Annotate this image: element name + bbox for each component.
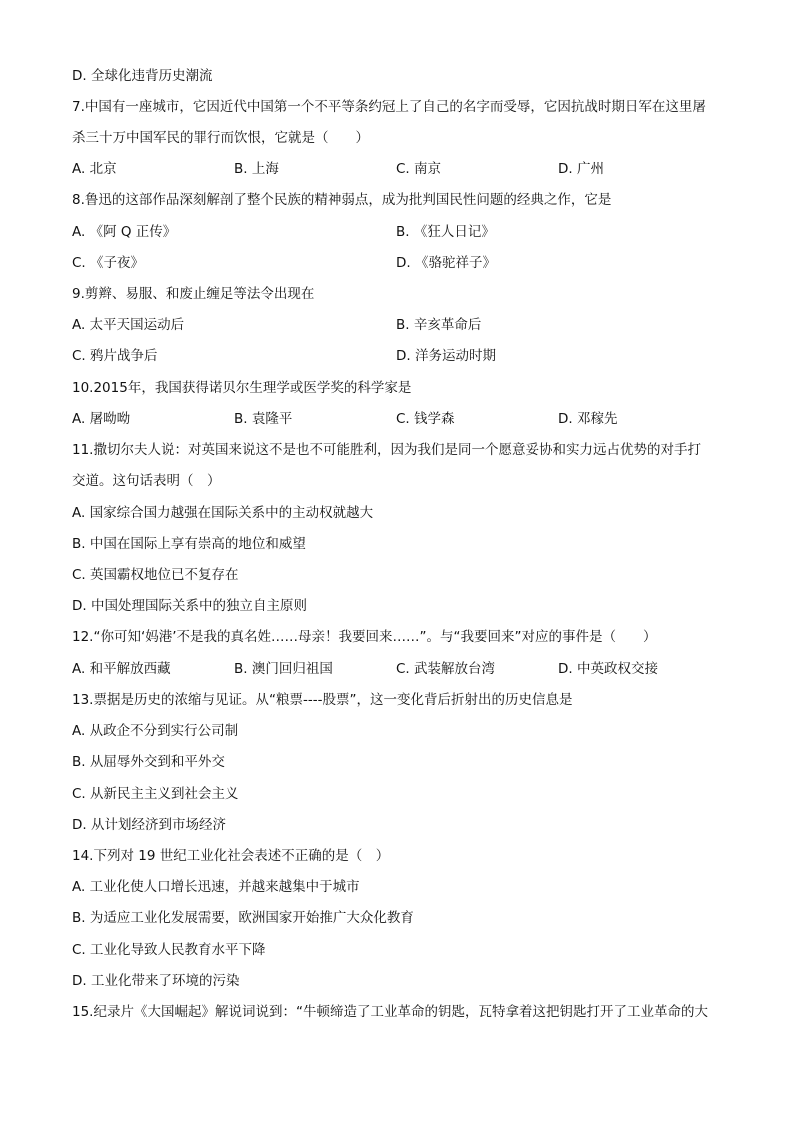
q9-option-b: B. 辛亥革命后	[396, 317, 482, 333]
q9-option-c: C. 鸦片战争后	[72, 348, 158, 364]
q13-option-a: A. 从政企不分到实行公司制	[72, 723, 239, 739]
q9-stem: 9.剪辫、易服、和废止缠足等法令出现在	[72, 286, 315, 302]
q11-option-c: C. 英国霸权地位已不复存在	[72, 567, 239, 583]
q14-option-b: B. 为适应工业化发展需要，欧洲国家开始推广大众化教育	[72, 910, 414, 926]
q13-option-c: C. 从新民主主义到社会主义	[72, 786, 239, 802]
q8-option-d: D. 《骆驼祥子》	[396, 255, 496, 271]
q7-option-d: D. 广州	[558, 161, 604, 177]
q12-option-c: C. 武装解放台湾	[396, 661, 496, 677]
q7-option-b: B. 上海	[234, 161, 279, 177]
q7-stem-line1: 7.中国有一座城市，它因近代中国第一个不平等条约冠上了自己的名字而受辱，它因抗战时期日军在这里屠	[72, 99, 706, 115]
q14-stem: 14.下列对 19 世纪工业化社会表述不正确的是（ ）	[72, 848, 390, 864]
q8-option-c: C. 《子夜》	[72, 255, 145, 271]
q11-option-a: A. 国家综合国力越强在国际关系中的主动权就越大	[72, 505, 374, 521]
q15-stem: 15.纪录片《大国崛起》解说词说到：“牛顿缔造了工业革命的钥匙，瓦特拿着这把钥匙打开了工业革命的大	[72, 1004, 708, 1020]
q10-option-b: B. 袁隆平	[234, 411, 293, 427]
q11-stem-line2: 交道。这句话表明（ ）	[72, 473, 221, 489]
q10-option-c: C. 钱学森	[396, 411, 455, 427]
q8-stem: 8.鲁迅的这部作品深刻解剖了整个民族的精神弱点，成为批判国民性问题的经典之作，它是	[72, 192, 612, 208]
q7-stem-line2: 杀三十万中国军民的罪行而饮恨，它就是（ ）	[72, 130, 369, 146]
q11-stem-line1: 11.撒切尔夫人说：对英国来说这不是也不可能胜利，因为我们是同一个愿意妥协和实力远占优势的对手打	[72, 442, 701, 458]
q14-option-d: D. 工业化带来了环境的污染	[72, 973, 240, 989]
q10-stem: 10.2015年，我国获得诺贝尔生理学或医学奖的科学家是	[72, 380, 412, 396]
q14-option-a: A. 工业化使人口增长迅速，并越来越集中于城市	[72, 879, 360, 895]
q13-option-d: D. 从计划经济到市场经济	[72, 817, 226, 833]
q14-option-c: C. 工业化导致人民教育水平下降	[72, 942, 266, 958]
q12-option-b: B. 澳门回归祖国	[234, 661, 333, 677]
q9-option-d: D. 洋务运动时期	[396, 348, 496, 364]
q6-option-d: D. 全球化违背历史潮流	[72, 68, 213, 84]
q8-option-a: A. 《阿 Q 正传》	[72, 224, 177, 240]
q11-option-b: B. 中国在国际上享有崇高的地位和威望	[72, 536, 306, 552]
q13-option-b: B. 从屈辱外交到和平外交	[72, 754, 225, 770]
q11-option-d: D. 中国处理国际关系中的独立自主原则	[72, 598, 307, 614]
q10-option-a: A. 屠呦呦	[72, 411, 131, 427]
q8-option-b: B. 《狂人日记》	[396, 224, 495, 240]
q12-stem: 12.“你可知‘妈港’不是我的真名姓……母亲！我要回来……”。与“我要回来”对应的事件是（ ）	[72, 629, 657, 645]
q7-option-c: C. 南京	[396, 161, 442, 177]
q7-option-a: A. 北京	[72, 161, 117, 177]
q13-stem: 13.票据是历史的浓缩与见证。从“粮票----股票”，这一变化背后折射出的历史信息是	[72, 692, 573, 708]
q12-option-a: A. 和平解放西藏	[72, 661, 171, 677]
q12-option-d: D. 中英政权交接	[558, 661, 658, 677]
q10-option-d: D. 邓稼先	[558, 411, 618, 427]
q9-option-a: A. 太平天国运动后	[72, 317, 185, 333]
